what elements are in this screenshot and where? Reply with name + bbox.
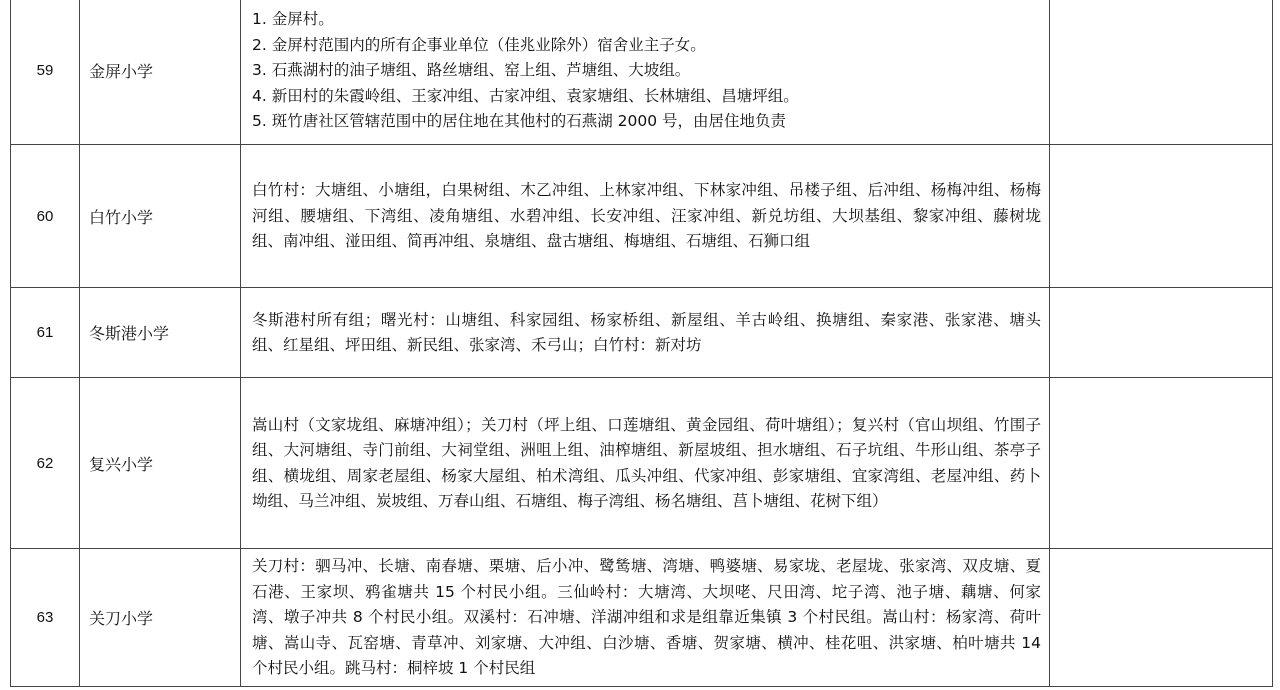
row-number: 60	[11, 145, 80, 288]
school-name: 关刀小学	[80, 549, 241, 687]
table-row	[11, 145, 1273, 288]
school-name: 冬斯港小学	[80, 288, 241, 378]
row-number: 63	[11, 549, 80, 687]
zone-item: 2. 金屏村范围内的所有企事业单位（佳兆业除外）宿舍业主子女。	[252, 35, 706, 54]
school-zone-table	[10, 0, 1273, 687]
zone-item: 5. 斑竹唐社区管辖范围中的居住地在其他村的石燕湖 2000 号，由居住地负责	[252, 112, 787, 131]
table-row	[11, 0, 1273, 145]
school-name: 复兴小学	[80, 378, 241, 549]
school-name: 白竹小学	[80, 145, 241, 288]
zone-text: 关刀村：驷马冲、长塘、南春塘、栗塘、后小冲、鹭鸶塘、湾塘、鸭婆塘、易家垅、老屋垅、张家湾、双皮塘、夏石港、王家坝、鸦雀塘共 15 个村民小组。三仙岭村：大塘湾、大坝咾、尺田湾、坨子湾、池子塘、藕塘、何家湾、墩子冲共 8 个村民小组。双溪村：石冲塘、洋湖冲组和求是组靠近集镇 3 个村民组。嵩山村：杨家湾、荷叶塘、嵩山寺、瓦窑塘、青草冲、刘家塘、大冲组、白沙塘、香塘、贺家塘、横冲、桂花咀、洪家塘、柏叶塘共 14 个村民小组。跳马村：桐梓坡 1 个村民组	[252, 557, 1041, 678]
empty-cell	[1050, 378, 1273, 549]
zone-item: 3. 石燕湖村的油子塘组、路丝塘组、窑上组、芦塘组、大坡组。	[252, 61, 691, 80]
row-number: 61	[11, 288, 80, 378]
empty-cell	[1050, 288, 1273, 378]
school-name: 金屏小学	[80, 0, 241, 145]
empty-cell	[1050, 145, 1273, 288]
row-number: 59	[11, 0, 80, 145]
zone-text: 白竹村：大塘组、小塘组，白果树组、木乙冲组、上林家冲组、下林家冲组、吊楼子组、后冲组、杨梅冲组、杨梅河组、腰塘组、下湾组、凌角塘组、水碧冲组、长安冲组、汪家冲组、新兑坊组、大坝基组、黎家冲组、藤树垅组、南冲组、湴田组、简再冲组、泉塘组、盘古塘组、梅塘组、石塘组、石狮口组	[252, 181, 1041, 251]
empty-cell	[1050, 0, 1273, 145]
zone-item: 4. 新田村的朱霞岭组、王家冲组、古家冲组、袁家塘组、长林塘组、昌塘坪组。	[252, 86, 799, 105]
zone-description	[241, 145, 1050, 288]
table-row	[11, 549, 1273, 687]
zone-description	[241, 549, 1050, 687]
zone-item: 1. 金屏村。	[252, 10, 334, 29]
table-row	[11, 288, 1273, 378]
zone-description	[241, 288, 1050, 378]
row-number: 62	[11, 378, 80, 549]
zone-text: 嵩山村（文家垅组、麻塘冲组）；关刀村（坪上组、口莲塘组、黄金园组、荷叶塘组）；复兴村（官山坝组、竹围子组、大河塘组、寺门前组、大祠堂组、洲咀上组、油榨塘组、新屋坡组、担水塘组、石子坑组、牛形山组、茶亭子组、横垅组、周家老屋组、杨家大屋组、柏术湾组、瓜头冲组、代家冲组、彭家塘组、宜家湾组、老屋冲组、药卜坳组、马兰冲组、炭坡组、万春山组、石塘组、梅子湾组、杨名塘组、莒卜塘组、花树下组）	[252, 415, 1041, 510]
zone-text: 冬斯港村所有组；曙光村：山塘组、科家园组、杨家桥组、新屋组、羊古岭组、换塘组、秦家港、张家港、塘头组、红星组、坪田组、新民组、张家湾、禾弓山；白竹村：新对坊	[252, 310, 1041, 354]
table-row	[11, 378, 1273, 549]
zone-description	[241, 0, 1050, 145]
zone-description	[241, 378, 1050, 549]
empty-cell	[1050, 549, 1273, 687]
